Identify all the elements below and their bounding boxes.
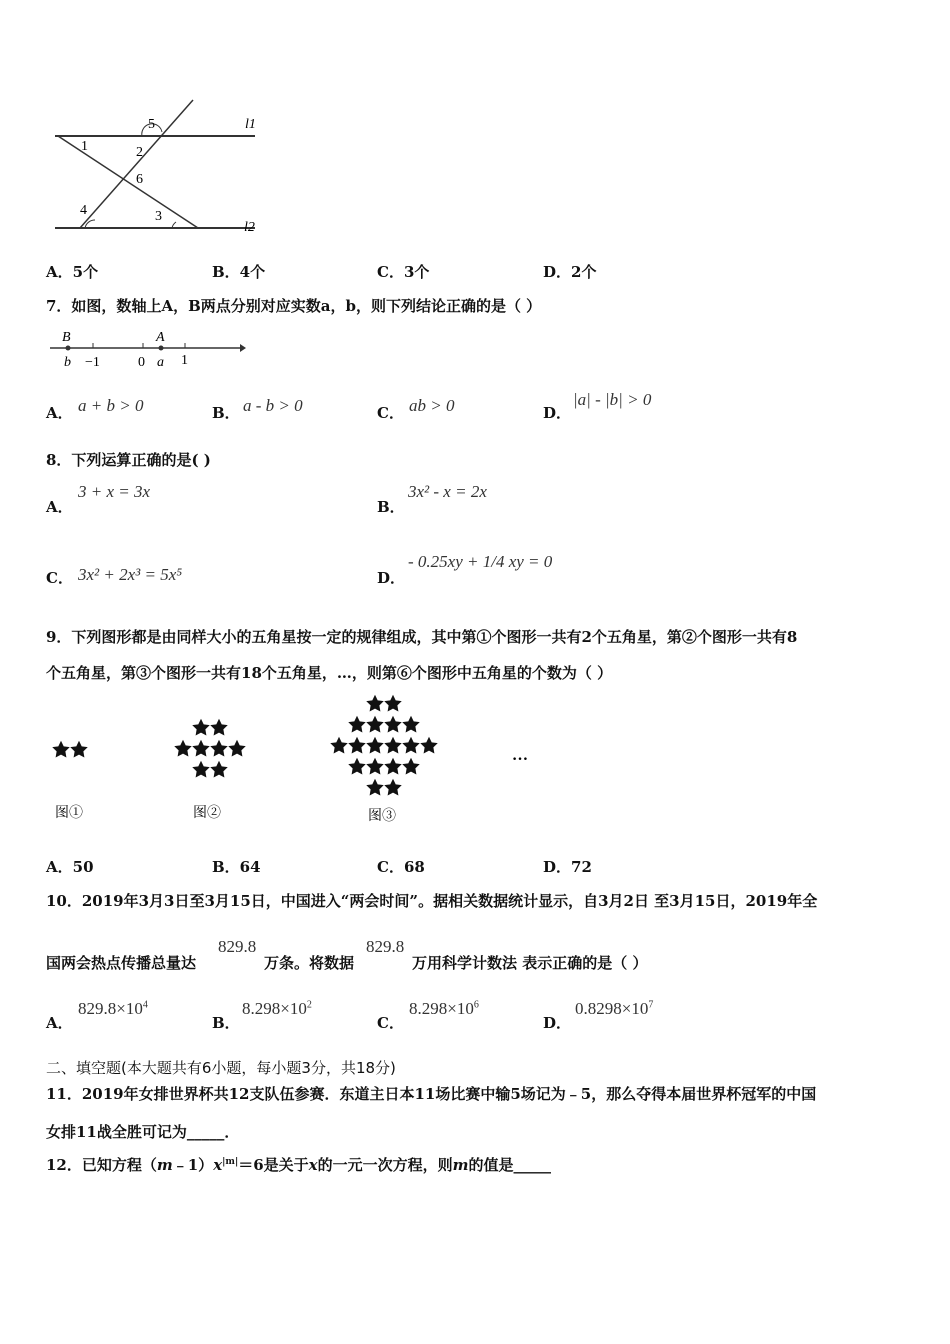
q8-option-a-letter: A． bbox=[46, 498, 73, 516]
q7-option-a-expr: a + b > 0 bbox=[78, 396, 144, 415]
q10-option-c-letter: C． bbox=[377, 1014, 404, 1032]
label-1: 1 bbox=[181, 353, 188, 368]
fig1-label: 图① bbox=[55, 806, 83, 821]
q8-option-d-letter: D． bbox=[377, 569, 406, 587]
label-a: a bbox=[157, 355, 164, 370]
q10-option-b-expr: $8.298\times 10^2$ bbox=[242, 999, 312, 1018]
transversal-2 bbox=[58, 136, 198, 228]
label-0: 0 bbox=[138, 355, 145, 370]
star-icon bbox=[366, 758, 383, 775]
q6-option-d: D．2个 bbox=[543, 263, 597, 281]
star-icon bbox=[402, 758, 419, 775]
label-A: A bbox=[156, 330, 165, 345]
star-icon bbox=[348, 716, 365, 733]
q10-line2-c: 万用科学计数法 表示正确的是（ ） bbox=[412, 954, 648, 972]
fig2-label: 图② bbox=[193, 806, 221, 821]
q6-option-c: C．3个 bbox=[377, 263, 430, 281]
q10-number-b: 829.8 bbox=[366, 937, 405, 956]
q7-option-b-letter: B． bbox=[212, 404, 240, 422]
figure-3-stars bbox=[330, 695, 437, 796]
star-icon bbox=[384, 695, 401, 712]
q10-line2-b: 万条。将数据 bbox=[264, 954, 355, 972]
q9-stem-line1: 9．下列图形都是由同样大小的五角星按一定的规律组成，其中第①个图形一共有2个五角星，第②个图形一共有8 bbox=[46, 628, 798, 646]
q12-m1: m bbox=[156, 1156, 173, 1174]
point-b bbox=[66, 346, 71, 351]
angle-label-4: 4 bbox=[80, 203, 87, 218]
q7-option-d-expr: |a| - |b| > 0 bbox=[573, 390, 652, 409]
q10-option-d-letter: D． bbox=[543, 1014, 572, 1032]
q10-option-c-expr: $8.298\times 10^6$ bbox=[409, 999, 479, 1018]
q10-option-b-letter: B． bbox=[212, 1014, 240, 1032]
q8-option-b-letter: B． bbox=[377, 498, 405, 516]
star-icon bbox=[384, 716, 401, 733]
angle-label-2: 2 bbox=[136, 145, 143, 160]
q8-option-a-expr: 3 + x = 3x bbox=[78, 482, 151, 501]
label-b: b bbox=[64, 355, 71, 370]
angle-label-3: 3 bbox=[155, 209, 162, 224]
pattern-ellipsis: … bbox=[512, 747, 528, 764]
star-icon bbox=[384, 758, 401, 775]
star-icon bbox=[402, 716, 419, 733]
q10-option-a-expr: $829.8\times 10^4$ bbox=[78, 999, 148, 1018]
q12-x2: x bbox=[308, 1156, 318, 1174]
star-icon bbox=[366, 737, 383, 754]
angle-label-6: 6 bbox=[136, 172, 143, 187]
q7-option-a-letter: A． bbox=[46, 404, 73, 422]
q11-line1: 11．2019年女排世界杯共12支队伍参赛．东道主日本11场比赛中输5场记为﹣5，那么夺得本届世界杯冠军的中国 bbox=[46, 1085, 817, 1103]
q12-part-b: ﹣1） bbox=[172, 1156, 214, 1174]
q8-option-c-expr: 3x² + 2x³ = 5x⁵ bbox=[78, 565, 183, 584]
label-B: B bbox=[62, 330, 71, 345]
star-icon bbox=[348, 737, 365, 754]
figure-1-stars bbox=[52, 741, 87, 758]
q9-option-b: B．64 bbox=[212, 858, 261, 876]
q10-option-d-expr: $0.8298\times 10^7$ bbox=[575, 999, 654, 1018]
star-icon bbox=[228, 740, 245, 757]
q8-option-d-expr: - 0.25xy + 1/4 xy = 0 bbox=[408, 552, 553, 571]
number-line bbox=[48, 326, 248, 372]
star-icon bbox=[384, 779, 401, 796]
q12-text bbox=[46, 1154, 551, 1175]
fig3-label: 图③ bbox=[368, 809, 396, 824]
star-icon bbox=[52, 741, 69, 758]
q12-part-a: 12．已知方程（ bbox=[46, 1156, 157, 1174]
star-pattern-figures bbox=[40, 690, 560, 830]
angle-label-5: 5 bbox=[148, 117, 155, 132]
star-icon bbox=[70, 741, 87, 758]
q9-stem-line2: 个五角星，第③个图形一共有18个五角星，…，则第⑥个图形中五角星的个数为（ ） bbox=[46, 664, 613, 682]
line-label-l1: l1 bbox=[245, 117, 256, 132]
figure-2-stars bbox=[174, 719, 245, 778]
star-icon bbox=[330, 737, 347, 754]
star-icon bbox=[366, 716, 383, 733]
q12-part-e: 的值是_____ bbox=[468, 1156, 552, 1174]
star-icon bbox=[192, 719, 209, 736]
q7-stem: 7．如图，数轴上A，B两点分别对应实数a，b，则下列结论正确的是（ ） bbox=[46, 297, 542, 315]
star-icon bbox=[420, 737, 437, 754]
star-icon bbox=[210, 740, 227, 757]
q7-option-d-letter: D． bbox=[543, 404, 572, 422]
star-icon bbox=[384, 737, 401, 754]
q12-part-d: 的一元一次方程，则 bbox=[317, 1156, 453, 1174]
angle-figure bbox=[50, 98, 270, 238]
q8-stem: 8．下列运算正确的是( ) bbox=[46, 451, 211, 469]
q7-option-c-letter: C． bbox=[377, 404, 404, 422]
q8-option-c-letter: C． bbox=[46, 569, 73, 587]
q7-option-c-expr: ab > 0 bbox=[409, 396, 455, 415]
star-icon bbox=[210, 761, 227, 778]
q10-option-a-letter: A． bbox=[46, 1014, 73, 1032]
q10-line2-a: 国两会热点传播总量达 bbox=[46, 954, 197, 972]
q12-x1: x bbox=[213, 1156, 223, 1174]
q6-option-a: A．5个 bbox=[46, 263, 99, 281]
star-icon bbox=[366, 779, 383, 796]
q11-line2: 女排11战全胜可记为_____． bbox=[46, 1123, 240, 1141]
q9-option-d: D．72 bbox=[543, 858, 592, 876]
q8-option-b-expr: 3x² - x = 2x bbox=[408, 482, 487, 501]
q9-option-a: A．50 bbox=[46, 858, 94, 876]
q12-m2: m bbox=[452, 1156, 469, 1174]
star-icon bbox=[210, 719, 227, 736]
star-icon bbox=[174, 740, 191, 757]
q10-stem-line1: 10．2019年3月3日至3月15日，中国进入“两会时间”。据相关数据统计显示，自3月2日 至3月15日，2019年全 bbox=[46, 892, 818, 910]
transversal-1 bbox=[80, 100, 193, 228]
q10-number-a: 829.8 bbox=[218, 937, 257, 956]
star-icon bbox=[402, 737, 419, 754]
angle-label-1: 1 bbox=[81, 139, 88, 154]
label-minus-1: −1 bbox=[85, 355, 100, 370]
star-icon bbox=[192, 761, 209, 778]
section-2-heading: 二、填空题(本大题共有6小题，每小题3分，共18分) bbox=[46, 1059, 396, 1077]
star-icon bbox=[348, 758, 365, 775]
line-label-l2: l2 bbox=[244, 220, 255, 235]
q7-option-b-expr: a - b > 0 bbox=[243, 396, 303, 415]
q6-option-b: B．4个 bbox=[212, 263, 266, 281]
q12-exponent: |m| bbox=[222, 1157, 239, 1167]
q12-part-c: ＝6是关于 bbox=[238, 1156, 309, 1174]
star-icon bbox=[192, 740, 209, 757]
point-a bbox=[159, 346, 164, 351]
star-icon bbox=[366, 695, 383, 712]
q9-option-c: C．68 bbox=[377, 858, 425, 876]
